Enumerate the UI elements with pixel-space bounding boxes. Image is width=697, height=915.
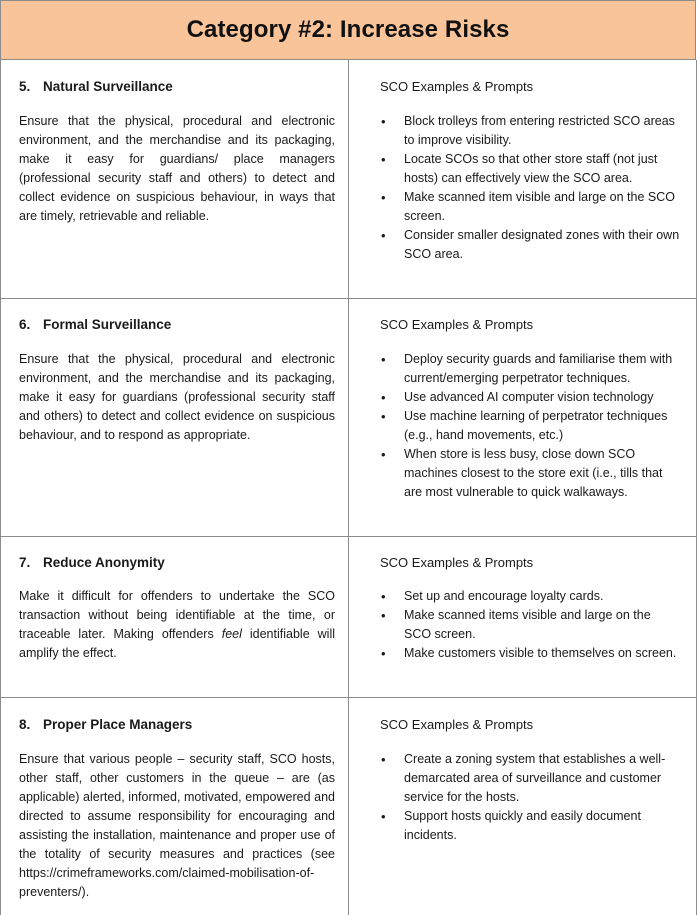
- section-heading: [19, 77, 335, 96]
- section-title: Proper Place Managers: [43, 717, 193, 732]
- prompt-item: [380, 350, 680, 388]
- prompt-item: [380, 606, 680, 644]
- column-divider: [348, 60, 349, 915]
- bullet-icon: •: [381, 447, 386, 462]
- section-6-description: [19, 315, 335, 445]
- bullet-icon: •: [381, 228, 386, 243]
- prompts-list: [380, 112, 680, 264]
- prompt-text: Locate SCOs so that other store staff (not just hosts) can effectively view the SCO area.: [404, 152, 658, 185]
- prompt-text: Consider smaller designated zones with their own SCO area.: [404, 228, 680, 261]
- section-body: [19, 587, 335, 663]
- section-heading: [19, 553, 335, 572]
- bullet-icon: •: [381, 809, 386, 824]
- prompts-list: [380, 587, 680, 663]
- prompt-item: [380, 587, 680, 606]
- prompts-heading: SCO Examples & Prompts: [380, 79, 534, 94]
- prompts-heading: SCO Examples & Prompts: [380, 717, 534, 732]
- section-heading: [19, 315, 335, 334]
- bullet-icon: •: [381, 409, 386, 424]
- prompt-text: Use advanced AI computer vision technology: [404, 390, 654, 404]
- section-8-description: [19, 715, 335, 902]
- prompt-text: Make scanned items visible and large on the SCO screen.: [404, 608, 651, 641]
- section-number: 6.: [19, 317, 31, 332]
- bullet-icon: •: [381, 190, 386, 205]
- prompt-text: Set up and encourage loyalty cards.: [404, 589, 604, 603]
- category-header: [0, 0, 696, 60]
- prompt-text: Make customers visible to themselves on screen.: [404, 646, 677, 660]
- section-7-description: [19, 553, 335, 663]
- row-divider: [0, 536, 697, 537]
- prompt-item: [380, 188, 680, 226]
- section-heading: [19, 715, 335, 734]
- prompts-list: [380, 750, 680, 845]
- prompt-item: [380, 445, 680, 502]
- section-title: Formal Surveillance: [43, 317, 172, 332]
- section-7-prompts: [380, 553, 680, 663]
- prompt-text: Block trolleys from entering restricted SCO areas to improve visibility.: [404, 114, 675, 147]
- prompt-item: [380, 807, 680, 845]
- section-title: Natural Surveillance: [43, 79, 173, 94]
- category-title: Category #2: Increase Risks: [186, 16, 510, 43]
- bullet-icon: •: [381, 608, 386, 623]
- prompt-text: Support hosts quickly and easily document incidents.: [404, 809, 641, 842]
- prompt-item: [380, 388, 680, 407]
- prompt-text: Create a zoning system that establishes a well-demarcated area of surveillance and customer service for the hosts.: [404, 752, 666, 804]
- prompt-item: [380, 226, 680, 264]
- section-title: Reduce Anonymity: [43, 555, 165, 570]
- section-body: Ensure that various people – security staff, SCO hosts, other staff, other customers in the queue – are (as applicable) alerted, informed, motivated, empowered and directed to assume responsibility for encouraging and assisting the installation, maintenance and proper use of the totality of security measures and practices (see https://crimeframeworks.com/claimed-mobilisation-of-preventers/).: [19, 752, 335, 899]
- prompt-text: Deploy security guards and familiarise them with current/emerging perpetrator techniques.: [404, 352, 673, 385]
- section-8-prompts: [380, 715, 680, 845]
- bullet-icon: •: [381, 589, 386, 604]
- bullet-icon: •: [381, 352, 386, 367]
- section-body: Ensure that the physical, procedural and electronic environment, and the merchandise and its packaging, make it easy for guardians (professional security staff and others) to detect and collect evidence on suspicious behaviour, and to respond as appropriate.: [19, 352, 335, 442]
- prompts-heading: SCO Examples & Prompts: [380, 317, 534, 332]
- section-number: 5.: [19, 79, 31, 94]
- prompt-item: [380, 112, 680, 150]
- section-body: Ensure that the physical, procedural and electronic environment, and the merchandise and its packaging, make it easy for guardians/ place managers (professional security staff and others) to detect and collect evidence on suspicious behaviour, in ways that are timely, retrievable and reliable.: [19, 114, 335, 223]
- body-text-part: Make it difficult for offenders to undertake the SCO transaction without being identifiable at the time, or traceable later. Making offenders: [19, 589, 335, 641]
- section-5-description: [19, 77, 335, 226]
- section-number: 8.: [19, 717, 31, 732]
- prompt-text: When store is less busy, close down SCO machines closest to the store exit (i.e., tills that are most vulnerable to quick walkaways.: [404, 447, 663, 499]
- bullet-icon: •: [381, 646, 386, 661]
- prompt-item: [380, 644, 680, 663]
- bullet-icon: •: [381, 152, 386, 167]
- prompt-text: Use machine learning of perpetrator techniques (e.g., hand movements, etc.): [404, 409, 668, 442]
- bullet-icon: •: [381, 390, 386, 405]
- table-border-left: [0, 60, 1, 915]
- prompt-item: [380, 407, 680, 445]
- prompts-list: [380, 350, 680, 502]
- section-6-prompts: [380, 315, 680, 502]
- prompt-item: [380, 150, 680, 188]
- section-5-prompts: [380, 77, 680, 264]
- prompt-text: Make scanned item visible and large on the SCO screen.: [404, 190, 675, 223]
- row-divider: [0, 298, 697, 299]
- bullet-icon: •: [381, 114, 386, 129]
- body-emphasis: feel: [221, 627, 242, 641]
- prompts-heading: SCO Examples & Prompts: [380, 555, 534, 570]
- bullet-icon: •: [381, 752, 386, 767]
- section-number: 7.: [19, 555, 31, 570]
- body-text-part: identifiable will amplify the effect.: [19, 627, 335, 660]
- prompt-item: [380, 750, 680, 807]
- row-divider: [0, 697, 697, 698]
